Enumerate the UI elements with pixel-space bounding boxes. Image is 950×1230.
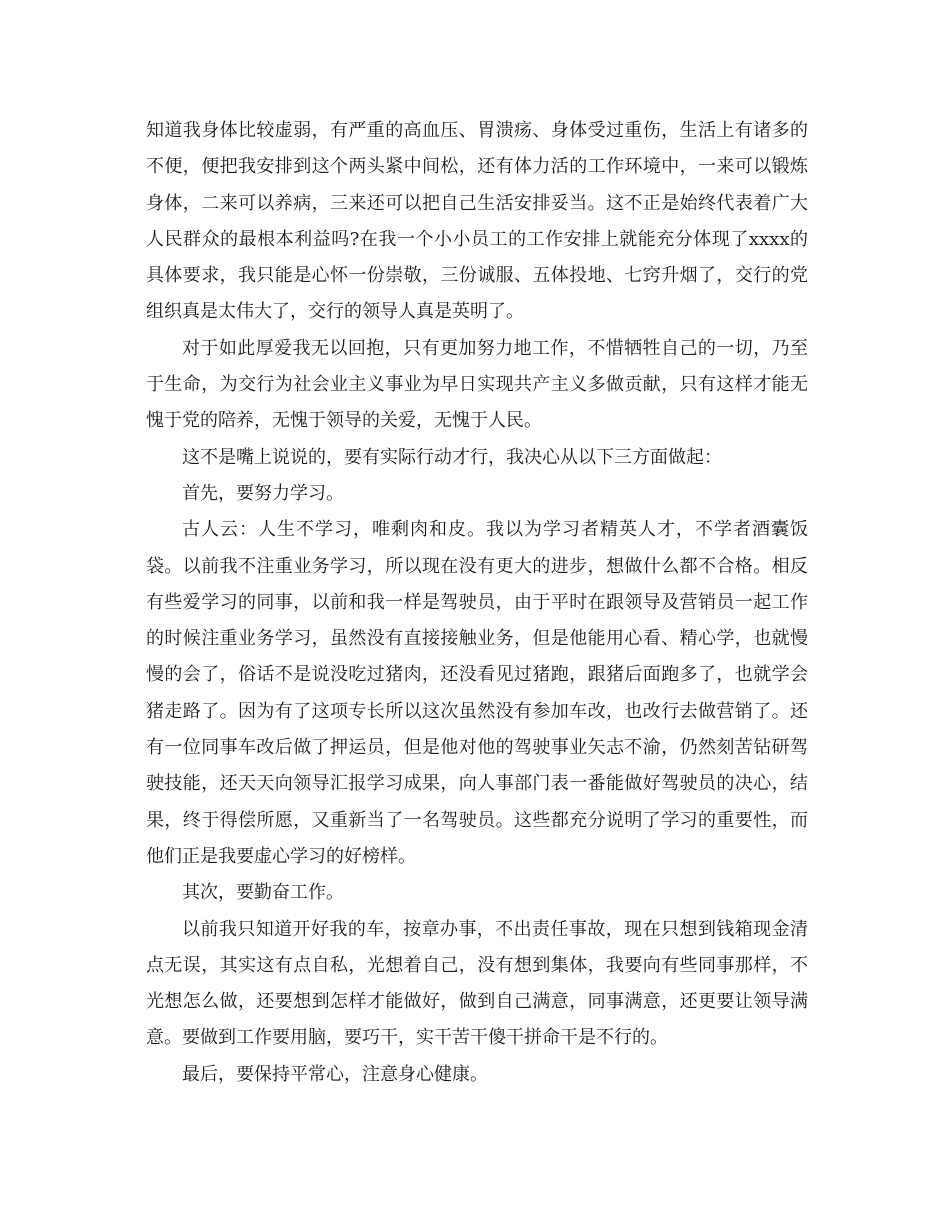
heading-second-point: 其次，要勤奋工作。 xyxy=(182,882,344,904)
paragraph-7: 以前我只知道开好我的车，按章办事，不出责任事故，现在只想到钱箱现金清点无误，其实这有点自私，光想着自己，没有想到集体，我要向有些同事那样，不光想怎么做，还要想到怎样才能做好，做到自己满意，同事满意，还更要让领导满意。要做到工作要用脑，要巧干，实干苦干傻干拼命干是不行的。 xyxy=(146,918,808,1049)
heading-first-point: 首先，要努力学习。 xyxy=(182,482,344,504)
paragraph-3: 这不是嘴上说说的，要有实际行动才行，我决心从以下三方面做起： xyxy=(182,446,722,468)
paragraph-5: 古人云：人生不学习，唯剩肉和皮。我以为学习者精英人才，不学者酒囊饭袋。以前我不注重业务学习，所以现在没有更大的进步，想做什么都不合格。相反有些爱学习的同事，以前和我一样是驾驶员，由于平时在跟领导及营销员一起工作的时候注重业务学习，虽然没有直接接触业务，但是他能用心看、精心学，也就慢慢的会了，俗话不是说没吃过猪肉，还没看见过猪跑，跟猪后面跑多了，也就学会猪走路了。因为有了这项专长所以这次虽然没有参加车改，也改行去做营销了。还有一位同事车改后做了押运员，但是他对他的驾驶事业矢志不渝，仍然刻苦钻研驾驶技能，还天天向领导汇报学习成果，向人事部门表一番能做好驾驶员的决心，结果，终于得偿所愿，又重新当了一名驾驶员。这些都充分说明了学习的重要性，而他们正是我要虚心学习的好榜样。 xyxy=(146,519,808,867)
paragraph-1: 知道我身体比较虚弱，有严重的高血压、胃溃疡、身体受过重伤，生活上有诸多的不便，便把我安排到这个两头紧中间松，还有体力活的工作环境中，一来可以锻炼身体，二来可以养病，三来还可以把自己生活安排妥当。这不正是始终代表着广大人民群众的最根本利益吗?在我一个小小员工的工作安排上就能充分体现了xxxx的具体要求，我只能是心怀一份崇敬，三份诚服、五体投地、七窍升烟了，交行的党组织真是太伟大了，交行的领导人真是英明了。 xyxy=(146,120,808,323)
heading-third-point: 最后，要保持平常心，注意身心健康。 xyxy=(182,1063,488,1085)
paragraph-2: 对于如此厚爱我无以回抱，只有更加努力地工作，不惜牺牲自己的一切，乃至于生命，为交行为社会业主义事业为早日实现共产主义多做贡献，只有这样才能无愧于党的陪养，无愧于领导的关爱，无愧于人民。 xyxy=(146,337,808,432)
document-body xyxy=(146,113,808,1093)
